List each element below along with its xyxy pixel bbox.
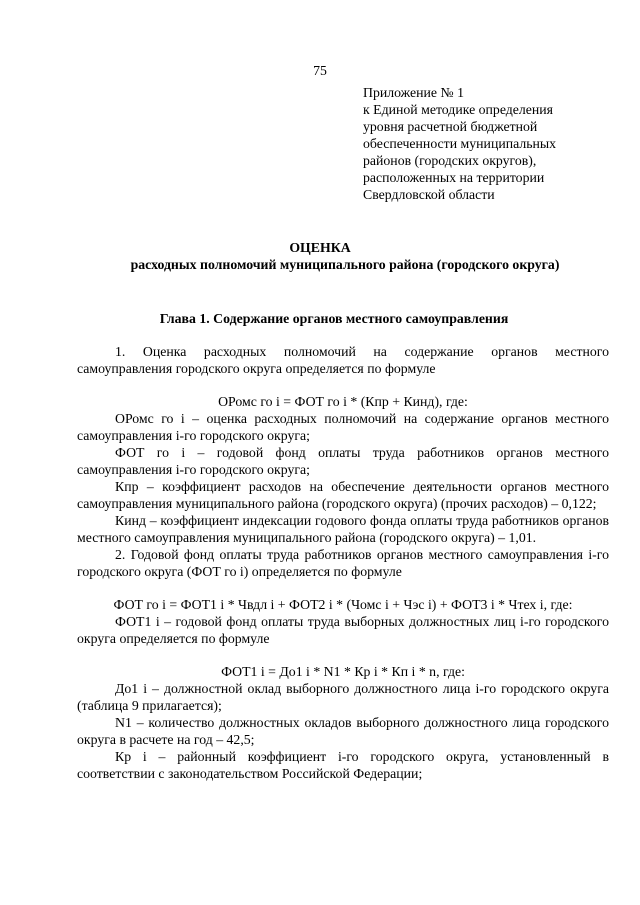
paragraph: До1 i – должностной оклад выборного должностного лица i-го городского округа (таблица 9 прилагается); xyxy=(77,681,609,713)
page-number: 75 xyxy=(313,63,327,78)
paragraph: 2. Годовой фонд оплаты труда работников органов местного самоуправления i-го городского округа (ФОТ го i) определяется по формуле xyxy=(77,547,609,579)
chapter-heading: Глава 1. Содержание органов местного самоуправления xyxy=(159,311,509,326)
appendix-line: Приложение № 1 xyxy=(363,85,465,100)
appendix-line: районов (городских округов), xyxy=(363,153,537,168)
appendix-line: к Единой методике определения xyxy=(363,102,554,117)
document-title xyxy=(0,239,640,273)
appendix-block xyxy=(363,84,556,203)
appendix-line: обеспеченности муниципальных xyxy=(363,136,557,151)
formula: ФОТ го i = ФОТ1 i * Чвдл i + ФОТ2 i * (Чомс i + Чэс i) + ФОТ3 i * Чтех i, где: xyxy=(113,597,573,612)
paragraph: ОРомс го i – оценка расходных полномочий на содержание органов местного самоуправления i-го городского округа; xyxy=(77,411,609,443)
formula: ОРомс го i = ФОТ го i * (Кпр + Кинд), где: xyxy=(218,394,468,409)
title-heading: ОЦЕНКА xyxy=(289,240,351,255)
title-subheading: расходных полномочий муниципального района (городского округа) xyxy=(130,257,560,272)
paragraph: Кпр – коэффициент расходов на обеспечение деятельности органов местного самоуправления муниципального района (городского округа) (прочих расходов) – 0,122; xyxy=(77,479,609,511)
paragraph: Кр i – районный коэффициент i-го городского округа, установленный в соответствии с законодательством Российской Федерации; xyxy=(77,749,609,781)
appendix-line: уровня расчетной бюджетной xyxy=(363,119,538,134)
document-body xyxy=(77,343,609,782)
paragraph: N1 – количество должностных окладов выборного должностного лица городского округа в расчете на год – 42,5; xyxy=(77,715,609,747)
paragraph: 1. Оценка расходных полномочий на содержание органов местного самоуправления городского округа определяется по формуле xyxy=(77,344,609,376)
paragraph: Кинд – коэффициент индексации годового фонда оплаты труда работников органов местного самоуправления муниципального района (городского округа) – 1,01. xyxy=(77,513,609,545)
appendix-line: расположенных на территории xyxy=(363,170,545,185)
paragraph: ФОТ1 i – годовой фонд оплаты труда выборных должностных лиц i-го городского округа определяется по формуле xyxy=(77,614,609,646)
paragraph: ФОТ го i – годовой фонд оплаты труда работников органов местного самоуправления i-го городского округа; xyxy=(77,445,609,477)
formula: ФОТ1 i = До1 i * N1 * Кр i * Кп i * n, где: xyxy=(221,664,465,679)
appendix-line: Свердловской области xyxy=(363,187,495,202)
